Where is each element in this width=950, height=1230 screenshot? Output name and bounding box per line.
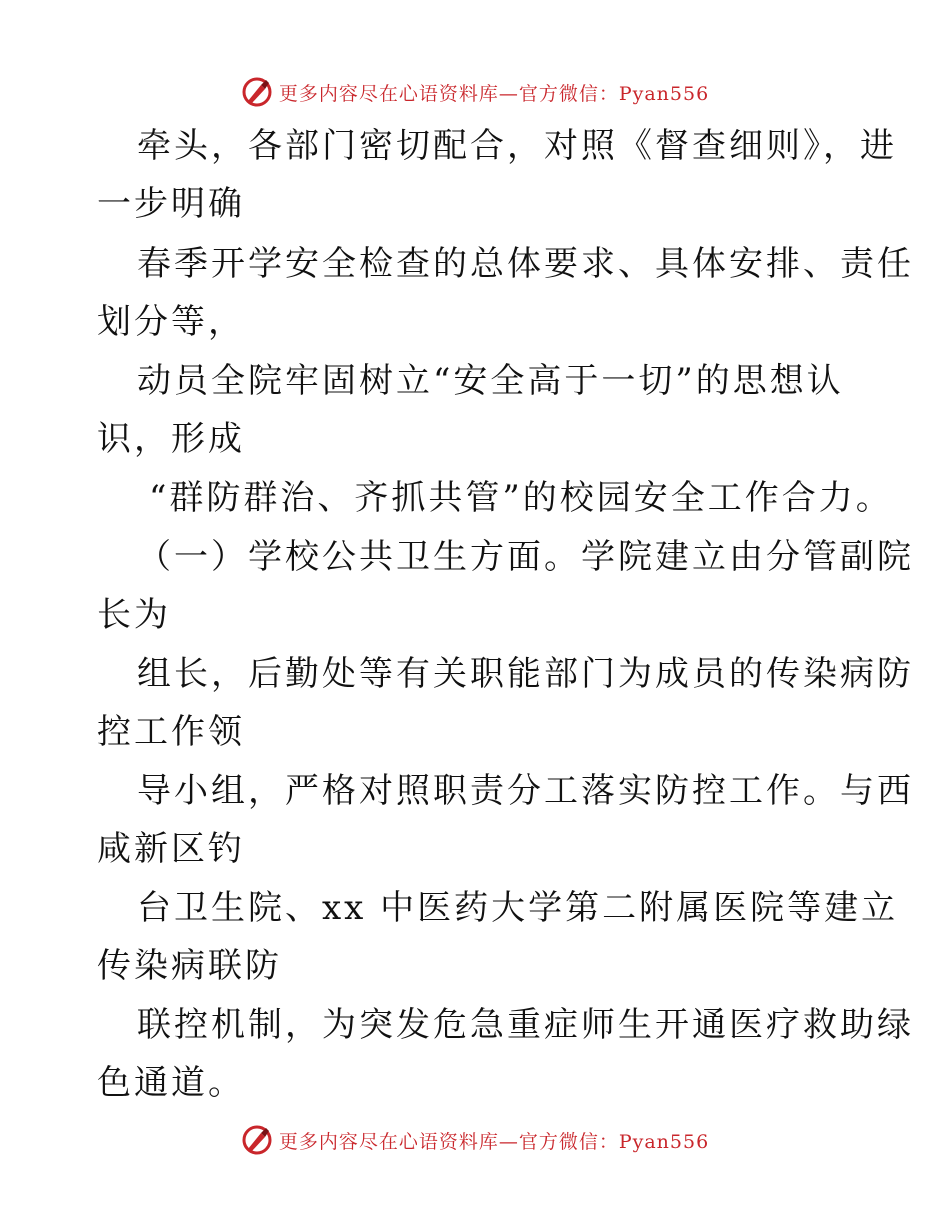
paragraph-2-line-1: 春季开学安全检查的总体要求、具体安排、责任	[137, 244, 914, 284]
paragraph-5-line-2: 长为	[97, 595, 171, 635]
paragraph-8-line-2: 传染病联防	[97, 946, 282, 986]
paragraph-7-line-2: 咸新区钓	[97, 829, 245, 869]
paragraph-2-line-2: 划分等，	[97, 302, 245, 342]
pen-logo-icon	[241, 76, 273, 108]
paragraph-5-line-1: （一）学校公共卫生方面。学院建立由分管副院	[137, 537, 914, 577]
pen-logo-icon	[241, 1124, 273, 1156]
paragraph-3-line-1: 动员全院牢固树立“安全高于一切”的思想认	[137, 361, 844, 401]
paragraph-6-line-2: 控工作领	[97, 712, 245, 752]
paragraph-1-line-2: 一步明确	[97, 184, 245, 224]
paragraph-9-line-2: 色通道。	[97, 1063, 245, 1103]
paragraph-3-line-2: 识，形成	[97, 419, 245, 459]
paragraph-9-line-1: 联控机制，为突发危急重症师生开通医疗救助绿	[137, 1005, 914, 1045]
paragraph-8-line-1: 台卫生院、xx 中医药大学第二附属医院等建立	[137, 888, 899, 928]
header-banner	[0, 72, 950, 112]
paragraph-6-line-1: 组长，后勤处等有关职能部门为成员的传染病防	[137, 654, 914, 694]
paragraph-7-line-1: 导小组，严格对照职责分工落实防控工作。与西	[137, 771, 914, 811]
paragraph-1-line-1: 牵头，各部门密切配合，对照《督查细则》，进	[137, 126, 897, 166]
footer-banner-text: 更多内容尽在心语资料库—官方微信：Pyan556	[278, 1130, 710, 1153]
paragraph-4-line-1: “群防群治、齐抓共管”的校园安全工作合力。	[149, 478, 893, 518]
header-banner-text: 更多内容尽在心语资料库—官方微信：Pyan556	[278, 82, 710, 105]
footer-banner	[0, 1120, 950, 1160]
